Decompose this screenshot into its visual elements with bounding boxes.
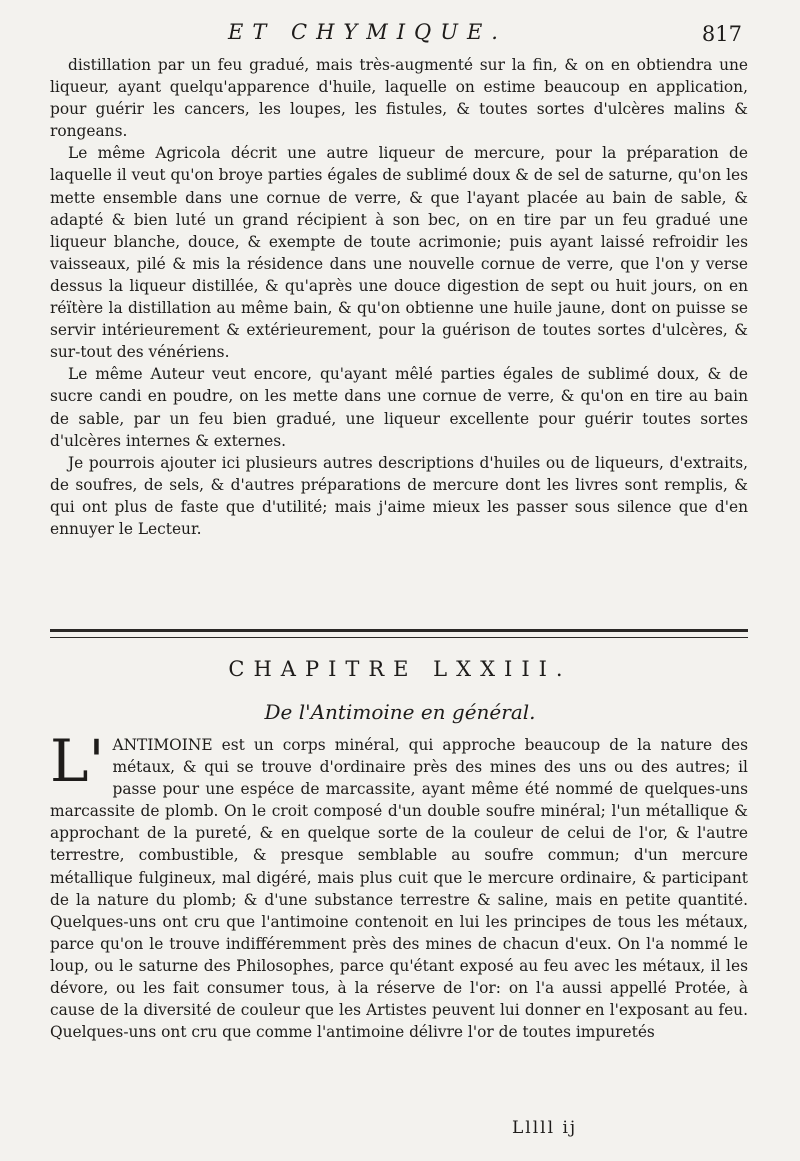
paragraph: Le même Agricola décrit une autre liqueur de mercure, pour la préparation de laquelle il veut qu'on broye parties égales de sublimé doux & de sel de saturne, qu'on les mette ensemble dans une cornue de verre, & que l'ayant placée au bain de sable, & adapté & bien luté un grand récipient à son bec, on en tire par un feu gradué une liqueur blanche, douce, & exempte de toute acrimonie; puis ayant laissé refroidir les vaisseaux, pilé & mis la résidence dans une nouvelle cornue de verre, que l'on y verse dessus la liqueur distillée, & qu'après une douce digestion de sept ou huit jours, on en réïtère la distillation au même bain, & qu'on obtienne une huile jaune, dont on puisse se servir intérieurement & extérieurement, pour la guérison de toutes sortes d'ulcères, & sur-tout des vénériens. xyxy=(50,144,748,362)
chapter-title: CHAPITRE LXXIII. xyxy=(228,657,572,681)
chapter-body xyxy=(50,727,748,1043)
chapter-paragraph: L'ANTIMOINE est un corps minéral, qui approche beaucoup de la nature des métaux, & qui se trouve d'ordinaire près des mines des uns ou des autres; il passe pour une espéce de marcassite, ayant même été nommé de quelques-uns marcassite de plomb. On le croit composé d'un double soufre minéral; l'un métallique & approchant de la pureté, & en quelque sorte de la couleur de celui de l'or, & l'autre terrestre, combustible, & presque semblable au soufre commun; d'un mercure métallique fulgineux, mal digéré, mais plus cuit que le mercure ordinaire, & participant de la nature du plomb; & d'une substance terrestre & saline, mais en petite quantité. Quelques-uns ont cru que l'antimoine contenoit en lui les principes de tous les métaux, parce qu'on le trouve indifféremment près des mines de chacun d'eux. On l'a nommé le loup, ou le saturne des Philosophes, parce qu'étant exposé au feu avec les métaux, il les dévore, ou les fait consumer tous, à la réserve de l'or: on l'a aussi appellé Protée, à cause de la diversité de couleur que les Artistes peuvent lui donner en l'exposant au feu. Quelques-uns ont cru que comme l'antimoine délivre l'or de toutes impuretés xyxy=(50,727,748,1042)
page-number: 817 xyxy=(701,22,742,46)
paragraph: Le même Auteur veut encore, qu'ayant mêlé parties égales de sublimé doux, & de sucre candi en poudre, on les mette dans une cornue de verre, & qu'on en tire au bain de sable, par un feu bien gradué, une liqueur excellente pour guérir toutes sortes d'ulcères internes & externes. xyxy=(50,365,748,450)
body-text xyxy=(50,54,748,540)
signature-mark: Lllll ij xyxy=(512,1118,578,1138)
running-title: ET CHYMIQUE. xyxy=(228,20,507,44)
chapter-subtitle: De l'Antimoine en général. xyxy=(264,700,536,724)
running-head xyxy=(0,20,800,54)
paragraph: Je pourrois ajouter ici plusieurs autres descriptions d'huiles ou de liqueurs, d'extraits, de soufres, de sels, & d'autres préparations de mercure dont les livres sont remplis, & qui ont plus de faste que d'utilité; mais j'aime mieux les passer sous silence que d'en ennuyer le Lecteur. xyxy=(50,453,748,538)
section-divider xyxy=(50,629,748,638)
paragraph: distillation par un feu gradué, mais très-augmenté sur la fin, & on en obtiendra une liqueur, ayant quelqu'apparence d'huile, laquelle on estime beaucoup en application, pour guérir les cancers, les loupes, les fistules, & toutes sortes d'ulcères malins & rongeans. xyxy=(50,56,748,141)
